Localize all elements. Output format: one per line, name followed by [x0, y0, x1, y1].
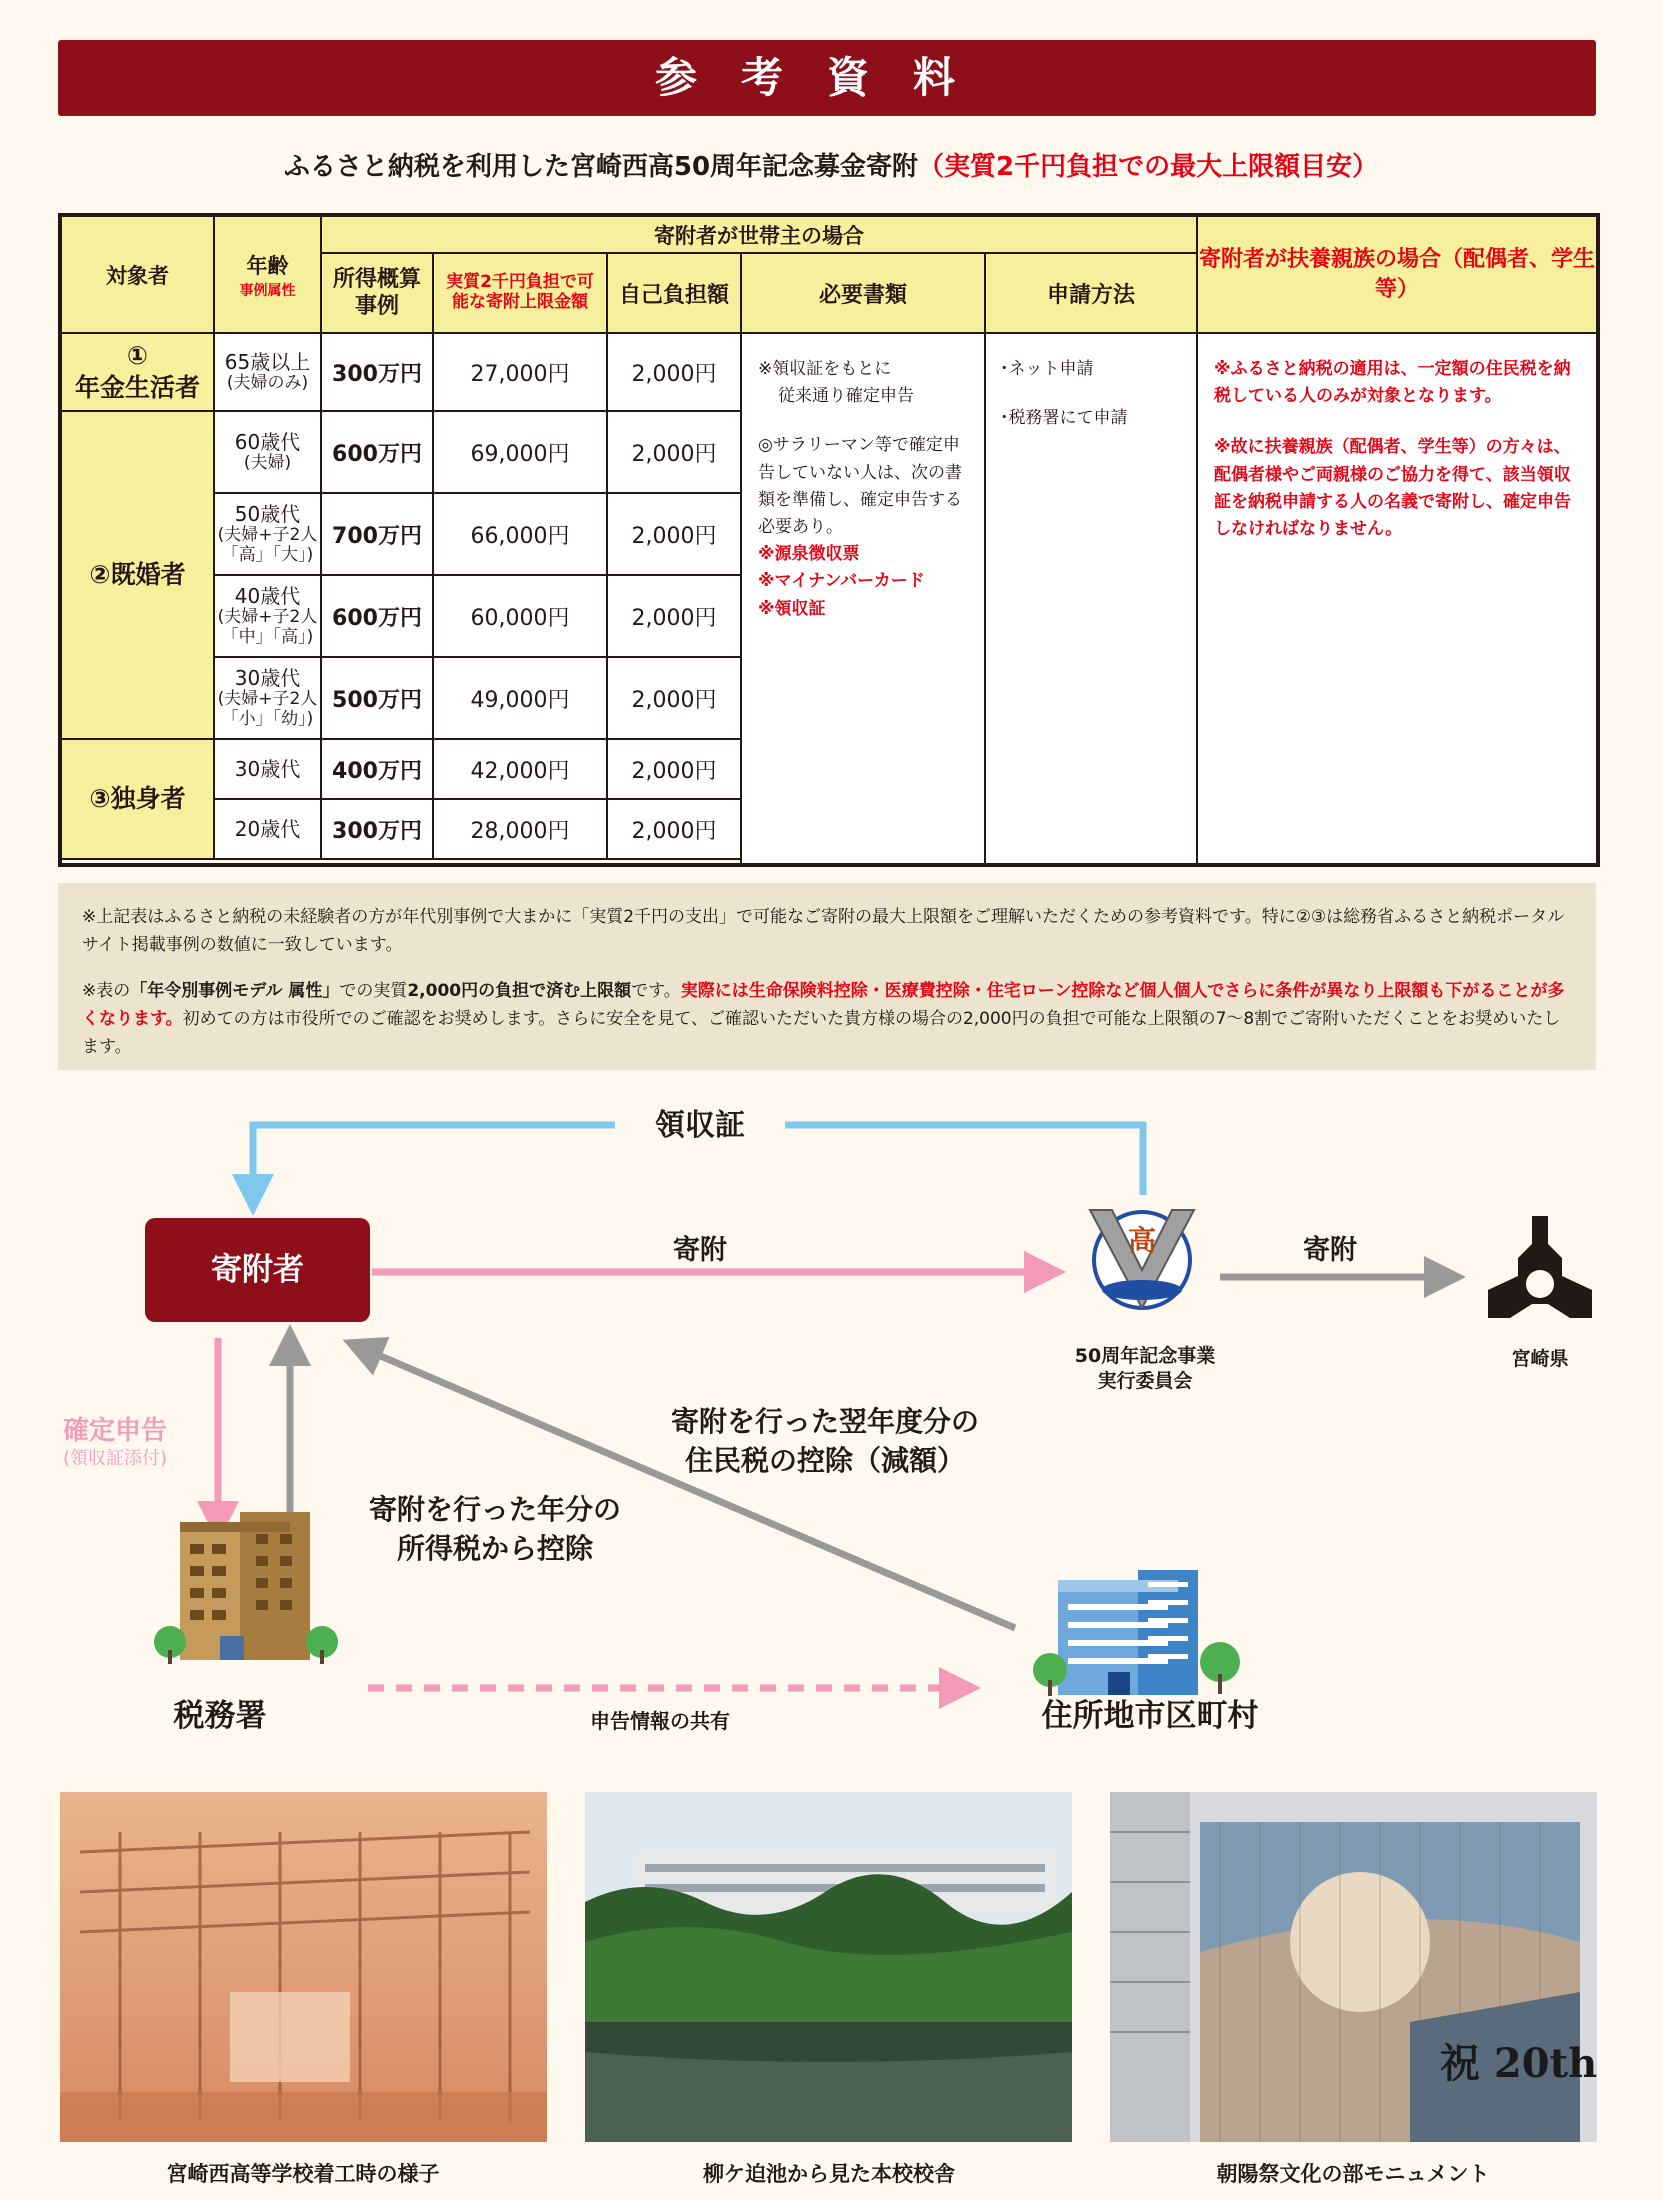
- row-max: 66,000円: [433, 493, 607, 575]
- header-income: 所得概算事例: [321, 253, 433, 333]
- subtitle-main: ふるさと納税を利用した宮崎西高50周年記念募金寄附: [283, 152, 919, 182]
- age-label: 40歳代: [234, 583, 301, 608]
- header-age-sub: 事例属性: [239, 282, 296, 299]
- donation-label-1: 寄附: [673, 1235, 727, 1266]
- header-docs: 必要書類: [741, 253, 985, 333]
- docs-red3: ※領収証: [758, 598, 826, 619]
- row-self: 2,000円: [607, 739, 741, 799]
- municipality-label: 住所地市区町村: [1041, 1698, 1259, 1734]
- caption-monument: 朝陽祭文化の部モニュメント: [1216, 2162, 1490, 2186]
- age-label: 50歳代: [234, 501, 301, 526]
- row-age: [214, 657, 321, 739]
- row-self: 2,000円: [607, 333, 741, 411]
- dependent-note-cell: [1197, 333, 1598, 865]
- committee-label-2: 実行委員会: [1097, 1369, 1193, 1392]
- header-age-label: 年齢: [246, 253, 289, 278]
- income-tax-label-1: 寄附を行った年分の: [368, 1493, 621, 1526]
- category-pension-label: 年金生活者: [74, 373, 200, 402]
- row-income: 500万円: [321, 657, 433, 739]
- sharing-label: 申告情報の共有: [590, 1709, 730, 1733]
- mural-text: 祝 20th: [1440, 2040, 1597, 2087]
- row-income: 600万円: [321, 575, 433, 657]
- caption-construction: 宮崎西高等学校着工時の様子: [166, 2162, 440, 2186]
- dependent-note-2: ※故に扶養親族（配偶者、学生等）の方々は、配偶者様やご両親様のご協力を得て、該当領収証を納税申請する人の名義で寄附し、確定申告しなければなりません。: [1214, 437, 1572, 539]
- category-single: ③独身者: [60, 739, 214, 859]
- row-max: 27,000円: [433, 333, 607, 411]
- docs-red1: ※源泉徴収票: [758, 544, 860, 565]
- age-label: 30歳代: [234, 665, 301, 690]
- row-max: 60,000円: [433, 575, 607, 657]
- row-max: 28,000円: [433, 799, 607, 859]
- age-label: 30歳代: [234, 756, 301, 781]
- committee-logo-char: 高: [1127, 1224, 1157, 1257]
- row-age: [214, 333, 321, 411]
- donation-table: [58, 213, 1600, 867]
- footnote-1: ※上記表はふるさと納税の未経験者の方が年代別事例で大まかに「実質2千円の支出」で可能なご寄附の最大上限額をご理解いただくための参考資料です。特に②③は総務省ふるさと納税ポータルサイト掲載事例の数値に一致しています。: [82, 907, 1565, 956]
- docs-line2: 従来通り確定申告: [778, 386, 914, 407]
- page-subtitle: [0, 146, 1662, 183]
- row-self: 2,000円: [607, 575, 741, 657]
- age-sub: (夫婦+子2人「中」「高」): [217, 606, 318, 647]
- row-age: [214, 799, 321, 859]
- subtitle-red: （実質2千円負担での最大上限額目安）: [918, 152, 1379, 182]
- municipality-building: [1033, 1570, 1240, 1696]
- row-self: 2,000円: [607, 493, 741, 575]
- row-age: [214, 411, 321, 493]
- filing-sub-label: (領収証添付): [62, 1448, 168, 1469]
- footnote-2g: 初めての方は市役所でのご確認をお奨めします。さらに安全を見て、ご確認いただいた貴方様の場合の2,000円の負担で可能な上限額の7～8割でご寄附いただくことをお奨めいたします。: [82, 1009, 1561, 1058]
- age-sub: (夫婦+子2人「小」「幼」): [217, 688, 318, 729]
- tax-office-building: [154, 1512, 338, 1664]
- row-age: [214, 493, 321, 575]
- row-income: 300万円: [321, 799, 433, 859]
- method-cell: [985, 333, 1197, 865]
- row-income: 700万円: [321, 493, 433, 575]
- header-method: 申請方法: [985, 253, 1197, 333]
- committee-label: [1030, 1344, 1260, 1393]
- row-self: 2,000円: [607, 799, 741, 859]
- photo-school: [585, 1792, 1072, 2142]
- age-sub: (夫婦+子2人「高」「大」): [217, 524, 318, 565]
- tax-office-label: 税務署: [173, 1698, 267, 1734]
- row-self: 2,000円: [607, 657, 741, 739]
- donation-label-2: 寄附: [1303, 1235, 1357, 1266]
- dependent-note-1: ※ふるさと納税の適用は、一定額の住民税を納税している人のみが対象となります。: [1214, 359, 1571, 407]
- footnote-2a: ※表の: [82, 981, 131, 1002]
- footnotes: [58, 883, 1596, 1070]
- method-office: ･税務署にて申請: [1000, 408, 1128, 429]
- resident-tax-label: [630, 1402, 1020, 1480]
- caption-school: 柳ケ迫池から見た本校校舎: [703, 2162, 955, 2186]
- method-net: ･ネット申請: [1000, 359, 1094, 379]
- income-tax-label-2: 所得税から控除: [396, 1532, 593, 1566]
- header-target: 対象者: [60, 215, 214, 333]
- photo-school-image: [585, 1792, 1072, 2142]
- row-max: 49,000円: [433, 657, 607, 739]
- resident-tax-arrow: [362, 1348, 1015, 1628]
- row-income: 400万円: [321, 739, 433, 799]
- docs-line3: ◎サラリーマン等で確定申告していない人は、次の書類を準備し、確定申告する必要あり。: [758, 435, 962, 537]
- row-self: 2,000円: [607, 411, 741, 493]
- age-sub: (夫婦): [243, 452, 292, 473]
- footnote-2b: 「年令別事例モデル 属性」: [130, 981, 340, 1002]
- donor-node: 寄附者: [145, 1218, 370, 1322]
- docs-red2: ※マイナンバーカード: [758, 571, 925, 592]
- footnote-2: [82, 977, 1572, 1061]
- age-label: 65歳以上: [224, 349, 311, 374]
- footnote-2c: での実質: [339, 981, 408, 1002]
- photo-monument-image: [1110, 1792, 1597, 2142]
- row-age: [214, 575, 321, 657]
- category-pension: [60, 333, 214, 411]
- photo-construction-image: [60, 1792, 547, 2142]
- prefecture-emblem: [1488, 1216, 1592, 1318]
- row-income: 600万円: [321, 411, 433, 493]
- row-income: 300万円: [321, 333, 433, 411]
- footnote-2f: 実際には生命保険料控除・医療費控除・住宅ローン控除など個人個人でさらに条件が異なり上限額も下がることが多くなります。: [82, 981, 1565, 1030]
- category-pension-number: ①: [126, 340, 149, 370]
- resident-tax-label-1: 寄附を行った翌年度分の: [670, 1405, 979, 1438]
- row-age: [214, 739, 321, 799]
- photo-monument: [1110, 1792, 1597, 2142]
- age-label: 60歳代: [234, 429, 301, 454]
- header-householder: 寄附者が世帯主の場合: [321, 215, 1197, 253]
- header-self: 自己負担額: [607, 253, 741, 333]
- header-dependent: 寄附者が扶養親族の場合（配偶者、学生等）: [1197, 215, 1598, 333]
- row-max: 69,000円: [433, 411, 607, 493]
- footnote-2e: です。: [631, 981, 681, 1002]
- docs-cell: [741, 333, 985, 865]
- receipt-label: 領収証: [655, 1108, 745, 1143]
- age-sub: (夫婦のみ): [226, 372, 309, 393]
- resident-tax-label-2: 住民税の控除（減額）: [684, 1444, 965, 1478]
- footnote-2d: 2,000円の負担で済む上限額: [407, 981, 632, 1002]
- filing-label: 確定申告: [62, 1416, 167, 1446]
- flow-diagram: [0, 1090, 1662, 1790]
- category-married: ②既婚者: [60, 411, 214, 739]
- row-max: 42,000円: [433, 739, 607, 799]
- header-age: [214, 215, 321, 333]
- header-max: 実質2千円負担で可能な寄附上限金額: [433, 253, 607, 333]
- prefecture-label: 宮崎県: [1511, 1348, 1569, 1370]
- income-tax-label: [330, 1490, 660, 1568]
- page-banner: 参考資料: [58, 40, 1596, 116]
- photo-construction: [60, 1792, 547, 2142]
- age-label: 20歳代: [234, 816, 301, 841]
- docs-line1: ※領収証をもとに: [758, 359, 892, 379]
- committee-label-1: 50周年記念事業: [1074, 1345, 1216, 1367]
